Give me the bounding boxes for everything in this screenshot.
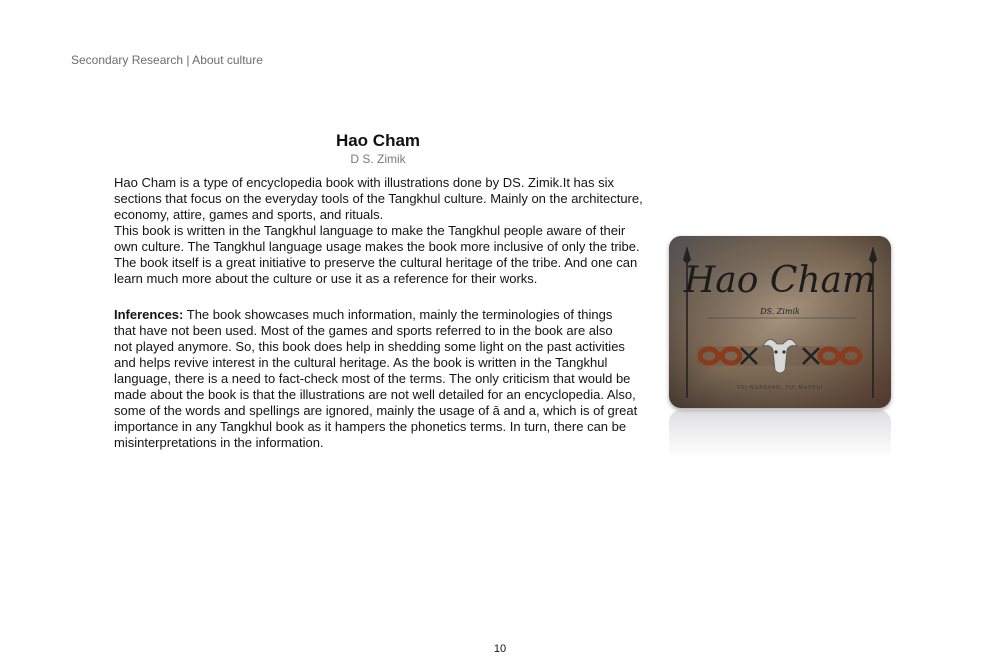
text-line: Hao Cham is a type of encyclopedia book with illustrations done by DS. Zimik.It has six: [114, 175, 615, 190]
text-line: This book is written in the Tangkhul language to make the Tangkhul people aware of their: [114, 223, 626, 238]
text-line: importance in any Tangkhul book as it hampers the phonetics terms. In turn, there can be: [114, 419, 627, 434]
page-title: Hao Cham: [335, 131, 421, 150]
text-line: that have not been used. Most of the games and sports referred to in the book are also: [114, 323, 613, 338]
body-text: [114, 175, 649, 451]
book-cover: [669, 236, 891, 408]
inferences-label: Inferences:: [114, 307, 184, 322]
text-line: learn much more about the culture or use it as a reference for their works.: [114, 271, 538, 286]
cover-tagline: YUI NGASHAN, YUI MASHUI: [736, 385, 824, 391]
book-author: D S. Zimik: [350, 152, 406, 166]
text-line: The book itself is a great initiative to preserve the cultural heritage of the tribe. And one can: [114, 255, 638, 270]
text-line: some of the words and spellings are ignored, mainly the usage of ā and a, which is of great: [114, 403, 638, 418]
cover-author: DS. Zimik: [760, 307, 800, 316]
breadcrumb: Secondary Research | About culture: [71, 53, 263, 67]
cover-title: Hao Cham: [683, 260, 877, 301]
text-line: misinterpretations in the information.: [114, 435, 324, 450]
text-line: own culture. The Tangkhul language usage makes the book more inclusive of only the tribe.: [114, 239, 640, 254]
text-line: and helps revive interest in the cultural heritage. As the book is written in the Tangkhul: [114, 355, 608, 370]
paragraph-description: [114, 175, 649, 287]
page-number: 10: [493, 643, 507, 655]
text-line: economy, attire, games and sports, and rituals.: [114, 207, 384, 222]
cover-reflection: [669, 410, 891, 458]
text-line: The book showcases much information, mainly the terminologies of things: [183, 307, 613, 322]
paragraph-inferences: [114, 307, 649, 451]
text-line: made about the book is that the illustrations are not well detailed for an encyclopedia. Also,: [114, 387, 636, 402]
text-line: not played anymore. So, this book does help in shedding some light on the past activities: [114, 339, 625, 354]
book-cover-image: [669, 236, 891, 408]
text-line: language, there is a need to fact-check most of the terms. The only criticism that would be: [114, 371, 631, 386]
text-line: sections that focus on the everyday tools of the Tangkhul culture. Mainly on the architecture,: [114, 191, 643, 206]
